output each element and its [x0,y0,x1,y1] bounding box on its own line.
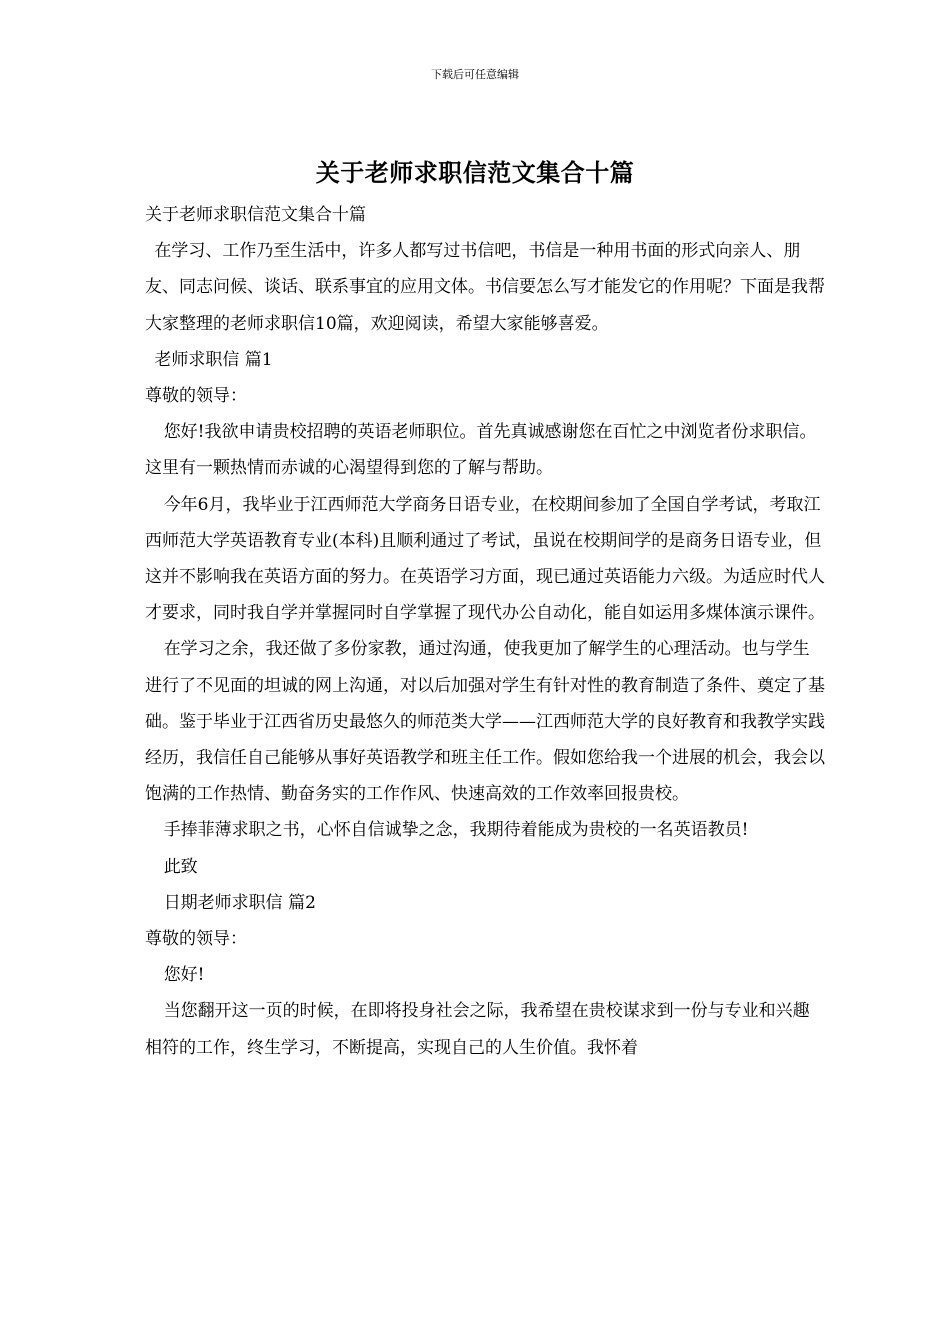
document-title: 关于老师求职信范文集合十篇 [315,158,635,187]
letter2-greeting: 您好! [163,965,205,986]
letter2-paragraph-1: 当您翻开这一页的时候，在即将投身社会之际，我希望在贵校谋求到一份与专业和兴趣相符的工作，终生学习，不断提高，实现自己的人生价值。我怀着 [145,1001,810,1058]
letter1-paragraph-3: 在学习之余，我还做了多份家教，通过沟通，使我更加了解学生的心理活动。也与学生进行了不见面的坦诚的网上沟通，对以后加强对学生有针对性的教育制造了条件、奠定了基础。鉴于毕业于江西省历史最悠久的师范类大学——江西师范大学的良好教育和我教学实践经历，我信任自己能够从事好英语教学和班主任工作。假如您给我一个进展的机会，我会以饱满的工作热情、勤奋务实的工作作风、快速高效的工作效率回报贵校。 [145,639,825,805]
letter1-paragraph-4: 手捧菲薄求职之书，心怀自信诚挚之念，我期待着能成为贵校的一名英语教员! [163,820,749,841]
page-header-note: 下载后可任意编辑 [431,68,519,81]
intro-paragraph: 在学习、工作乃至生活中，许多人都写过书信吧，书信是一种用书面的形式向亲人、朋友、同志问候、谈话、联系事宜的应用文体。书信要怎么写才能发它的作用呢？下面是我帮大家整理的老师求职信10篇，欢迎阅读，希望大家能够喜爱。 [145,241,825,334]
letter1-heading: 老师求职信 篇1 [154,349,273,370]
letter1-paragraph-2: 今年6月，我毕业于江西师范大学商务日语专业，在校期间参加了全国自学考试，考取江西师范大学英语教育专业(本科)且顺利通过了考试，虽说在校期间学的是商务日语专业，但这并不影响我在英语方面的努力。在英语学习方面，现已通过英语能力六级。为适应时代人才要求，同时我自学并掌握同时自学掌握了现代办公自动化，能自如运用多煤体演示课件。 [145,494,825,624]
document-subtitle: 关于老师求职信范文集合十篇 [145,205,366,225]
letter2-salutation: 尊敬的领导： [145,929,247,950]
letter2-heading: 日期老师求职信 篇2 [163,892,316,913]
document-body [145,197,825,1066]
letter1-closing: 此致 [163,856,198,877]
letter1-paragraph-1: 您好!我欲申请贵校招聘的英语老师职位。首先真诚感谢您在百忙之中浏览者份求职信。这里有一颗热情而赤诚的心渴望得到您的了解与帮助。 [145,422,817,479]
letter1-salutation: 尊敬的领导： [145,386,247,407]
